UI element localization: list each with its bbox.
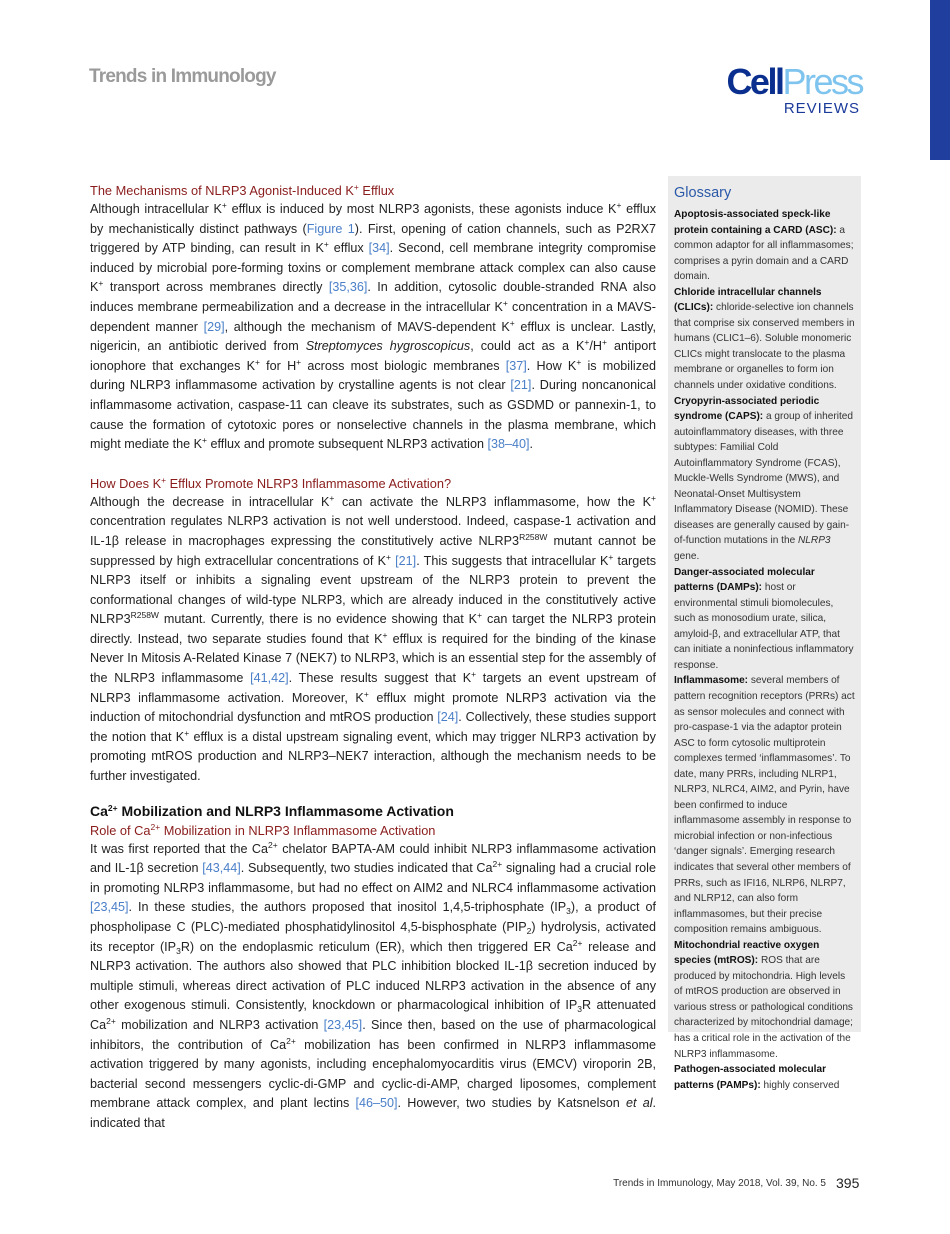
- italic-text: Streptomyces hygroscopicus: [305, 339, 471, 354]
- text-run: efflux might promote NLRP3 activation via the induction of mitochondrial dysfunction and mtROS production: [90, 690, 656, 725]
- superscript: +: [584, 337, 590, 348]
- reference-link[interactable]: [38–40]: [487, 437, 530, 452]
- superscript: +: [477, 610, 483, 621]
- reference-link[interactable]: [46–50]: [355, 1096, 398, 1111]
- footer-citation: Trends in Immunology, May 2018, Vol. 39, No. 5: [613, 1178, 826, 1189]
- text-run: for H: [259, 358, 297, 373]
- text-run: gene.: [674, 551, 700, 563]
- text-run: R) on the endoplasmic reticulum (ER), which then triggered ER Ca: [180, 939, 573, 954]
- italic-text: NLRP3: [798, 535, 831, 547]
- text-run: . Collectively, these studies support the notion that K: [90, 710, 656, 744]
- text-run: mobilization and NLRP3 activation: [115, 1017, 324, 1032]
- text-run: antiport ionophore that exchanges K: [90, 339, 656, 373]
- superscript: +: [254, 356, 260, 367]
- text-run: ). First, opening of cation channels, such as P2RX7 triggered by ATP binding, can result in K: [90, 221, 657, 256]
- subsection-heading-ca-role: [90, 821, 656, 840]
- italic-text: et al: [625, 1096, 653, 1111]
- glossary-entry: [674, 285, 855, 394]
- section-heading-k-efflux-promote: [90, 474, 656, 493]
- text-run: How Does K: [90, 475, 162, 491]
- reference-link[interactable]: [34]: [368, 241, 390, 256]
- text-run: . During noncanonical inflammasome activation, caspase-11 can cleave its substrates, such as GSDMD or pannexin-1, to cause the formation of cytotoxic pores or nonselective channels in the plasma membrane, which might mediate the K: [90, 378, 656, 452]
- text-run: mutant cannot be suppressed by high extracellular concentrations of K: [90, 533, 656, 568]
- superscript: +: [608, 551, 614, 562]
- superscript: 2+: [572, 937, 583, 948]
- reference-link[interactable]: [37]: [505, 358, 527, 373]
- text-run: . In addition, cytosolic double-stranded RNA also induces membrane permeabilization and a decrease in the intracellular K: [90, 280, 656, 314]
- text-run: across most biologic membranes: [301, 358, 506, 373]
- reference-link[interactable]: [41,42]: [250, 671, 289, 686]
- text-run: . Since then, based on the use of pharmacological inhibitors, the contribution of Ca: [90, 1017, 656, 1052]
- text-run: , although the mechanism of MAVS-dependent K: [224, 319, 510, 334]
- superscript: +: [386, 551, 391, 562]
- text-run: . Second, cell membrane integrity compromise induced by microbial pore-forming toxins or complement membrane attack complex can also cause K: [90, 241, 657, 295]
- superscript: 2+: [107, 802, 118, 813]
- superscript: +: [509, 317, 515, 328]
- superscript: 2+: [150, 821, 161, 832]
- section-heading-ca-mobilization: [90, 801, 656, 821]
- text-run: concentration in a MAVS-dependent manner: [90, 299, 656, 334]
- text-run: Although the decrease in intracellular K: [90, 494, 330, 509]
- text-run: Mobilization in NLRP3 Inflammasome Activation: [160, 822, 436, 838]
- glossary-entry: [674, 207, 855, 285]
- glossary-entry: [674, 938, 855, 1062]
- text-run: .: [529, 437, 534, 452]
- text-run: chloride-selective ion channels that comprise six conserved members in humans (CLIC1–6). Soluble monomeric CLICs might translocate to the plasma membrane or organelles to form ion channels under oxidative conditions.: [674, 302, 855, 392]
- reference-link[interactable]: [23,45]: [90, 900, 129, 915]
- reference-link[interactable]: [43,44]: [202, 861, 241, 876]
- text-run: . Subsequently, two studies indicated that Ca: [240, 861, 493, 876]
- text-run: signaling had a crucial role in promoting NLRP3 inflammasome, but had no effect on AIM2 and NLRC4 inflammasome activation: [90, 861, 656, 895]
- glossary-term: Pathogen-associated molecular patterns (PAMPs):: [674, 1064, 827, 1091]
- text-run: release and NLRP3 activation. The authors also showed that PLC inhibition blocked IL-1β secretion induced by multiple stimuli, whereas direct activation of PLC induced NLRP3 activation in the absence of any other exogenous stimuli. Consistently, knockdown or pharmacological inhibition of IP: [90, 939, 656, 1013]
- text-run: a common adaptor for all inflammasomes; comprises a pyrin domain and a CARD domain.: [674, 224, 854, 283]
- text-run: efflux is induced by most NLRP3 agonists, these agonists induce K: [226, 202, 617, 216]
- paragraph-k-efflux-mechanisms: [90, 200, 656, 455]
- superscript: +: [616, 200, 622, 210]
- text-run: transport across membranes directly: [103, 280, 329, 295]
- main-text-column: [90, 181, 656, 1134]
- reference-link[interactable]: Figure 1: [306, 221, 355, 236]
- text-run: Although intracellular K: [90, 202, 222, 216]
- superscript: +: [601, 337, 607, 348]
- paragraph-k-efflux-promote: [90, 493, 656, 787]
- text-run: It was first reported that the Ca: [90, 841, 269, 856]
- text-run: ), a product of phospholipase C (PLC)-mediated phosphatidylinositol 4,5-bisphosphate (PIP: [90, 900, 656, 934]
- superscript: R258W: [130, 610, 159, 621]
- glossary-entry: [674, 673, 855, 937]
- superscript: +: [184, 727, 190, 738]
- subscript: 3: [566, 906, 571, 917]
- text-run: a group of inherited autoinflammatory diseases, with three subtypes: Familial Cold Autoinflammatory Syndrome (FCAS), Muckle-Wells Syndrome (MWS), and Neonatal-Onset Multisystem Inflammatory Disease (NOMID). These diseases are generally caused by gain-of-function mutations in the: [674, 411, 853, 547]
- text-run: R attenuated Ca: [90, 998, 656, 1032]
- logo-reviews: REVIEWS: [783, 100, 860, 117]
- superscript: 2+: [286, 1035, 296, 1046]
- reference-link[interactable]: [23,45]: [323, 1017, 363, 1032]
- superscript: +: [471, 669, 477, 680]
- reference-link[interactable]: [21]: [395, 553, 417, 568]
- text-run: efflux is required for the binding of the kinase Never In Mitosis A-Related Kinase 7 (NEK7) to NLRP3, which is an essential step for the assembly of the NLRP3 inflammasome: [90, 631, 656, 686]
- glossary-term: Mitochondrial reactive oxygen species (mtROS):: [674, 939, 820, 967]
- text-run: targets NLRP3 itself or inhibits a signaling event upstream of the NLRP3 protein to prevent the conformational changes of wild-type NLRP3, which are already induced in the constitutively active NLRP3: [90, 553, 657, 627]
- superscript: +: [221, 200, 227, 210]
- superscript: +: [502, 297, 508, 308]
- reference-link[interactable]: [35,36]: [328, 280, 368, 295]
- glossary-entry: [674, 565, 855, 674]
- superscript: +: [98, 278, 104, 289]
- superscript: +: [296, 356, 302, 367]
- paragraph-ca-role: [90, 840, 656, 1134]
- text-run: is mobilized during NLRP3 inflammasome activation by crystalline agents is not clear: [90, 358, 656, 393]
- reference-link[interactable]: [24]: [437, 710, 459, 725]
- superscript: +: [329, 492, 335, 503]
- glossary-term: Apoptosis-associated speck-like protein containing a CARD (ASC):: [674, 209, 837, 236]
- text-run: Ca: [90, 802, 108, 819]
- text-run: Efflux: [358, 183, 395, 198]
- superscript: +: [323, 239, 329, 250]
- section-heading-k-efflux-mechanisms: [90, 181, 656, 200]
- text-run: . However, two studies by Katsnelson: [397, 1096, 626, 1111]
- glossary-term: Chloride intracellular channels (CLICs):: [674, 286, 822, 314]
- text-run: Efflux Promote NLRP3 Inflammasome Activation?: [166, 475, 452, 491]
- text-run: concentration regulates NLRP3 activation is not well understood. Indeed, caspase-1 activation and IL-1β release in macrophages expressing the constitutively active NLRP3: [90, 514, 656, 548]
- glossary-term: Cryopyrin-associated periodic syndrome (CAPS):: [674, 395, 820, 423]
- glossary-entry: [674, 394, 855, 565]
- text-run: targets an event upstream of NLRP3 inflammasome activation. Moreover, K: [90, 671, 656, 705]
- page-number: 395: [836, 1175, 860, 1191]
- text-run: mobilization has been confirmed in NLRP3 inflammasome activation triggered by many agonists, including encephalomyocarditis virus (EMCV) viroporin 2B, bacterial second messengers cyclic-di-GMP and cyclic-di-AMP, charged liposomes, complement membrane attack complex, and plant lectins: [90, 1037, 656, 1111]
- superscript: +: [363, 688, 369, 699]
- superscript: +: [651, 492, 657, 503]
- text-run: host or environmental stimuli biomolecules, such as monosodium urate, silica, amyloid-β, and extracellular ATP, that can initiate a noninfectious inflammatory response.: [674, 582, 854, 671]
- text-run: Mobilization and NLRP3 Inflammasome Activation: [117, 802, 454, 819]
- glossary-box: [668, 176, 861, 1091]
- superscript: +: [202, 435, 207, 446]
- subscript: 3: [577, 1004, 582, 1015]
- superscript: 2+: [492, 859, 503, 870]
- text-run: efflux by mechanistically distinct pathways (: [90, 202, 656, 236]
- reference-link[interactable]: [29]: [203, 319, 225, 334]
- glossary-title: Glossary: [674, 185, 732, 201]
- reference-link[interactable]: [21]: [510, 378, 532, 393]
- subscript: 3: [176, 945, 181, 956]
- text-run: /H: [589, 339, 602, 354]
- superscript: +: [161, 474, 167, 485]
- text-run: can target the NLRP3 protein directly. Instead, two separate studies found that K: [90, 612, 656, 646]
- text-run: . This suggests that intracellular K: [416, 553, 609, 568]
- cellpress-logo: [712, 61, 862, 117]
- logo-press: Press: [782, 61, 862, 102]
- glossary-term: Inflammasome:: [674, 675, 749, 687]
- text-run: mutant. Currently, there is no evidence showing that K: [158, 612, 478, 627]
- text-run: highly conserved: [760, 1079, 840, 1091]
- text-run: efflux is a distal upstream signaling event, which may trigger NLRP3 activation by promoting mtROS production and NLRP3–NEK7 interaction, although the mechanism needs to be further investigated.: [90, 729, 656, 784]
- subscript: 2: [526, 926, 532, 936]
- text-run: chelator BAPTA-AM could inhibit NLRP3 inflammasome activation and IL-1β secretion: [90, 841, 657, 876]
- glossary-list: [674, 207, 855, 1093]
- section-color-tab: [930, 0, 950, 160]
- superscript: +: [576, 356, 582, 367]
- text-run: ) hydrolysis, activated its receptor (IP: [90, 920, 656, 954]
- text-run: , could act as a K: [470, 339, 585, 354]
- text-run: . These results suggest that K: [288, 671, 472, 686]
- text-run: several members of pattern recognition receptors (PRRs) act as sensor molecules and connect with pro-caspase-1 via the adaptor protein ASC to form cytosolic multiprotein complexes termed ‘inflammasomes’. To date, many PRRs, including NLRP1, NLRP3, NLRC4, AIM2, and Pyrin, have been confirmed to induce inflammasome assembly in response to microbial infection or non-infectious ‘danger signals’. Emerging research indicates that several other members of PRRs, such as IFI16, NLRP6, NLRP7, and NLRP12, can also form inflammasomes, but their precise composition remains ambiguous.: [674, 675, 855, 936]
- superscript: +: [382, 629, 388, 640]
- glossary-entry: [674, 1062, 855, 1093]
- journal-title: Trends in Immunology: [89, 66, 276, 87]
- text-run: . indicated that: [90, 1096, 656, 1130]
- superscript: 2+: [106, 1015, 116, 1026]
- text-run: . How K: [526, 358, 577, 373]
- text-run: efflux is unclear. Lastly, nigericin, an antibiotic derived from: [90, 319, 656, 354]
- text-run: Role of Ca: [90, 822, 151, 838]
- text-run: . In these studies, the authors proposed that inositol 1,4,5-triphosphate (IP: [128, 900, 567, 915]
- text-run: can activate the NLRP3 inflammasome, how the K: [334, 494, 652, 509]
- text-run: efflux and promote subsequent NLRP3 activation: [206, 437, 488, 452]
- text-run: The Mechanisms of NLRP3 Agonist-Induced K: [90, 183, 354, 198]
- text-run: efflux: [328, 241, 369, 256]
- superscript: R258W: [519, 531, 548, 542]
- glossary-term: Danger-associated molecular patterns (DAMPs):: [674, 566, 815, 594]
- superscript: +: [353, 182, 359, 192]
- text-run: ROS that are produced by mitochondria. High levels of mtROS production are observed in various stress or pathological conditions characterized by mitochondrial damage; has a critical role in the activation of the NLRP3 inflammasome.: [674, 955, 853, 1060]
- logo-cell: Cell: [726, 61, 783, 102]
- superscript: 2+: [268, 839, 278, 850]
